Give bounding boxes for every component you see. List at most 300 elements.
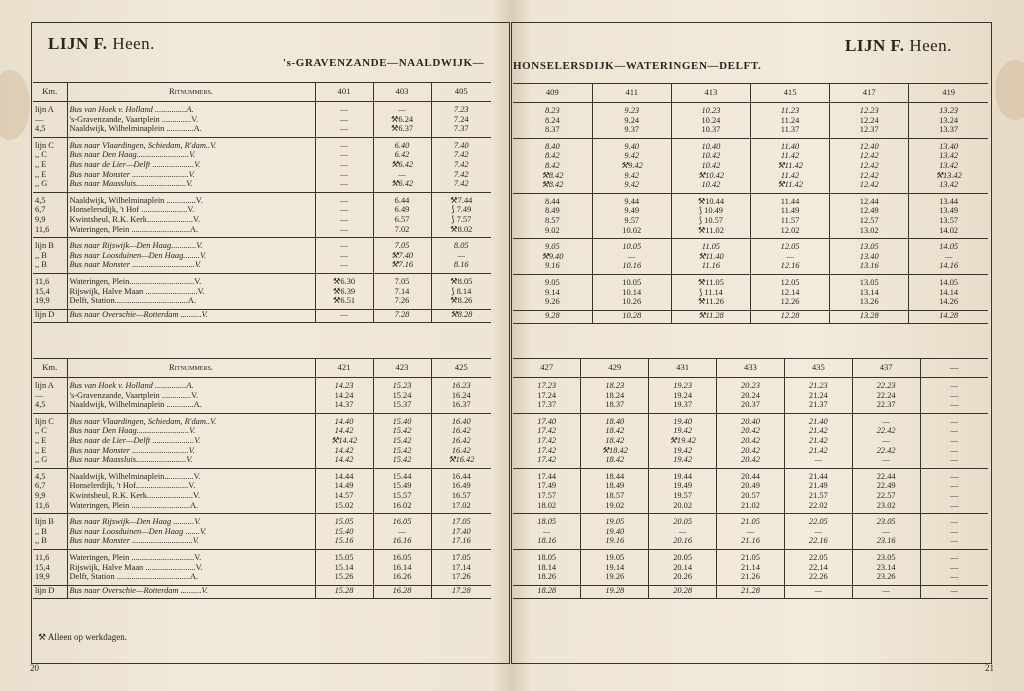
departure-time: 19.37 (649, 400, 717, 413)
table-row (513, 455, 988, 468)
departure-time: 16.16 (373, 536, 431, 549)
overschie-row (33, 309, 491, 322)
stop-name: Bus naar Overschie—Rotterdam ..........V. (67, 309, 315, 322)
departure-time: — (750, 252, 829, 262)
departure-time: ⚒11.42 (750, 180, 829, 193)
departure-time: 15.40 (373, 413, 431, 426)
departure-time: 11.42 (750, 151, 829, 161)
departure-time: 11.05 (671, 239, 750, 252)
departure-time: 20.28 (649, 585, 717, 598)
table-row (33, 536, 491, 549)
departure-time: ⟆ 8.14 (431, 287, 491, 297)
departure-time: — (920, 481, 988, 491)
departure-time: 10.23 (671, 103, 750, 116)
departure-time: 19.24 (649, 391, 717, 401)
departure-time: 22.44 (852, 468, 920, 481)
departure-time: 21.28 (717, 585, 785, 598)
departure-time: 15.14 (315, 563, 373, 573)
departure-time: 16.14 (373, 563, 431, 573)
stop-name: Bus naar Rijswijk—Den Haag............V. (67, 238, 315, 251)
departure-time: 8.57 (545, 215, 560, 225)
table-row (33, 124, 491, 137)
departure-time: 17.37 (513, 400, 581, 413)
departure-time: 8.44 (545, 196, 560, 206)
departure-time: 16.49 (431, 481, 491, 491)
departure-time: 11.16 (671, 261, 750, 274)
run-number: 401 (315, 83, 373, 102)
departure-time: 18.40 (581, 413, 649, 426)
departure-time: 18.26 (513, 572, 581, 585)
departure-time: 7.40 (431, 137, 491, 150)
km-header: Km. (33, 83, 67, 102)
header-row (513, 359, 988, 378)
departure-time: — (373, 527, 431, 537)
departure-time: ⚒11.40 (671, 252, 750, 262)
km-value: — (35, 390, 44, 400)
run-number: 417 (830, 84, 909, 103)
km-value: — (35, 114, 44, 124)
departure-time: 15.26 (315, 572, 373, 585)
departure-time: 20.16 (649, 536, 717, 549)
table-row (33, 102, 491, 115)
departure-time: 12.28 (750, 310, 829, 323)
departure-time: 9.05 (545, 277, 560, 287)
stop-name: Wateringen, Plein ............................A. (67, 225, 315, 238)
departure-time: — (315, 160, 373, 170)
stop-name: Naaldwijk, Wilhelminaplein ..............V. (67, 192, 315, 205)
km-header: Km. (33, 359, 67, 378)
table-row (33, 115, 491, 125)
departure-time: 18.23 (581, 378, 649, 391)
departure-time: ⚒11.05 (671, 274, 750, 287)
departure-time: 15.57 (373, 491, 431, 501)
run-number: 429 (581, 359, 649, 378)
departure-time: — (920, 585, 988, 598)
departure-time: 9.57 (592, 216, 671, 226)
departure-time: — (920, 527, 988, 537)
left-page-title: LIJN F. Heen. (48, 34, 155, 53)
stop-name: Rijswijk, Halve Maan .........................V. (67, 287, 315, 297)
departure-time: 18.57 (581, 491, 649, 501)
departure-time: 21.02 (717, 501, 785, 514)
departure-time: — (315, 205, 373, 215)
stop-name: Bus naar Monster ..............................V. (67, 260, 315, 273)
table-row (513, 193, 988, 206)
route-heading-right: HONSELERSDIJK—WATERINGEN—DELFT. (513, 60, 762, 72)
departure-time: 21.42 (784, 426, 852, 436)
km-value: 4,5 (35, 471, 46, 481)
table-row (513, 536, 988, 549)
departure-time: 10.24 (671, 116, 750, 126)
stop-name: Wateringen, Plein ............................A. (67, 501, 315, 514)
stop-name: Bus van Hoek v. Holland ...............A. (67, 378, 315, 391)
departure-time: 20.24 (717, 391, 785, 401)
table-row (33, 251, 491, 261)
departure-time: 19.49 (649, 481, 717, 491)
departure-time: — (784, 527, 852, 537)
departure-time: 10.05 (592, 239, 671, 252)
stop-name: Naaldwijk, Wilhelminaplein .............A. (67, 124, 315, 137)
km-value: 6,7 (35, 481, 46, 491)
departure-time: 11.42 (750, 171, 829, 181)
departure-time: 9.42 (592, 180, 671, 193)
departure-time: — (920, 572, 988, 585)
departure-time: 16.05 (373, 549, 431, 562)
departure-time: 22.05 (784, 514, 852, 527)
departure-time: 14.28 (909, 310, 988, 323)
departure-time: 13.23 (909, 103, 988, 116)
run-number: 415 (750, 84, 829, 103)
departure-time: 16.23 (431, 378, 491, 391)
departure-time: 10.40 (671, 138, 750, 151)
departure-time: 12.44 (830, 193, 909, 206)
right-page-title: LIJN F. Heen. (845, 36, 952, 55)
table-row (513, 261, 988, 274)
stop-name: Bus naar Maassluis........................V. (67, 179, 315, 192)
departure-time: — (920, 563, 988, 573)
departure-time: 9.44 (592, 193, 671, 206)
table-row (513, 481, 988, 491)
ritnummers-header: Ritnummers. (67, 83, 315, 102)
departure-time: 22.37 (852, 400, 920, 413)
run-number: 421 (315, 359, 373, 378)
km-value: ,, B (35, 526, 47, 536)
overschie-row (33, 585, 491, 598)
stop-name: Naaldwijk, Wilhelminaplein..............V. (67, 468, 315, 481)
table-row (513, 446, 988, 456)
departure-time: 7.26 (373, 296, 431, 309)
departure-time: 15.24 (373, 391, 431, 401)
departure-time: 15.49 (373, 481, 431, 491)
departure-time: 12.16 (750, 261, 829, 274)
table-row (33, 287, 491, 297)
km-value: ,, G (33, 179, 67, 192)
table-row (33, 413, 491, 426)
departure-time: 22.42 (852, 426, 920, 436)
departure-time: 16.57 (431, 491, 491, 501)
departure-time: 8.40 (545, 141, 560, 151)
departure-time: — (920, 413, 988, 426)
header-row (33, 359, 491, 378)
table-row (33, 260, 491, 273)
departure-time: 13.16 (830, 261, 909, 274)
stop-name: Honselerdijk, 't Hof.........................V. (67, 481, 315, 491)
departure-time: 19.40 (581, 527, 649, 537)
departure-time: 20.42 (717, 455, 785, 468)
table-row (513, 378, 988, 391)
departure-time: 6.40 (373, 137, 431, 150)
table-row (33, 137, 491, 150)
departure-time: 9.37 (592, 125, 671, 138)
departure-time: — (373, 102, 431, 115)
departure-time: 13.37 (909, 125, 988, 138)
departure-time: 13.14 (830, 288, 909, 298)
departure-time: 22.23 (852, 378, 920, 391)
departure-time: 13.26 (830, 297, 909, 310)
departure-time: 15.16 (315, 536, 373, 549)
timetable-left-top (33, 82, 491, 323)
stop-name: Bus naar de Lier—Delft ....................V. (67, 160, 315, 170)
paper-stain (995, 60, 1024, 120)
departure-time: 14.37 (315, 400, 373, 413)
departure-time: 13.42 (909, 161, 988, 171)
table-row (513, 239, 988, 252)
departure-time: 16.02 (373, 501, 431, 514)
departure-time: 10.28 (592, 310, 671, 323)
stop-name: Kwintsheul, R.K. Kerk......................V. (67, 215, 315, 225)
table-row (513, 103, 988, 116)
departure-time: 15.02 (315, 501, 373, 514)
stop-name: Naaldwijk, Wilhelminaplein .............A. (67, 400, 315, 413)
departure-time: — (852, 436, 920, 446)
departure-time: 18.44 (581, 468, 649, 481)
departure-time: 9.24 (592, 116, 671, 126)
departure-time: 12.42 (830, 180, 909, 193)
departure-time: 17.57 (537, 490, 557, 500)
departure-time: 19.16 (581, 536, 649, 549)
departure-time: 17.40 (431, 527, 491, 537)
stop-name: 's-Gravenzande, Vaartplein ..............V. (67, 115, 315, 125)
departure-time: — (315, 309, 373, 322)
departure-time: ⚒7.44 (431, 192, 491, 205)
departure-time: 20.40 (717, 413, 785, 426)
departure-time: 18.42 (581, 455, 649, 468)
departure-time: 18.37 (581, 400, 649, 413)
stop-name: Bus van Hoek v. Holland ...............A. (67, 102, 315, 115)
departure-time: — (852, 527, 920, 537)
km-value: ,, C (35, 150, 47, 160)
departure-time: — (920, 468, 988, 481)
departure-time: 14.42 (315, 446, 373, 456)
departure-time: 20.42 (717, 436, 785, 446)
departure-time: — (592, 252, 671, 262)
stop-name: Bus naar Loosduinen—Den Haag .......V. (67, 527, 315, 537)
departure-time: ⚒14.42 (315, 436, 373, 446)
departure-time: 22.02 (784, 501, 852, 514)
stop-name: Bus naar Vlaardingen, Schiedam, R'dam..V. (67, 137, 315, 150)
departure-time: 22.57 (852, 491, 920, 501)
km-value: 19,9 (33, 296, 67, 309)
departure-time: ⚒8.05 (431, 273, 491, 286)
km-value: lijn D (33, 309, 67, 322)
table-row (33, 527, 491, 537)
departure-time: 21.24 (784, 391, 852, 401)
departure-time: 22.26 (784, 572, 852, 585)
departure-time: — (315, 225, 373, 238)
run-number: 403 (373, 83, 431, 102)
departure-time: 17.49 (537, 481, 557, 491)
departure-time: 17.42 (537, 445, 557, 455)
table-row (513, 391, 988, 401)
departure-time: 14.42 (315, 455, 373, 468)
departure-time: 17.42 (537, 426, 557, 436)
departure-time: ⚒6.39 (315, 287, 373, 297)
departure-time: 9.16 (513, 261, 592, 274)
stop-name: Bus naar Overschie—Rotterdam ..........V. (67, 585, 315, 598)
departure-time: 16.05 (373, 514, 431, 527)
route-heading-left: 's-GRAVENZANDE—NAALDWIJK— (283, 57, 485, 69)
table-row (33, 491, 491, 501)
departure-time: 21.44 (784, 468, 852, 481)
departure-time: — (920, 400, 988, 413)
departure-time: 20.42 (717, 446, 785, 456)
stop-name: Bus naar Rijswijk—Den Haag ..........V. (67, 514, 315, 527)
departure-time: 8.05 (431, 238, 491, 251)
departure-time: 21.57 (784, 491, 852, 501)
departure-time: 15.42 (373, 426, 431, 436)
departure-time: 21.49 (784, 481, 852, 491)
departure-time: 18.49 (581, 481, 649, 491)
departure-time: 8.23 (545, 106, 560, 115)
departure-time: 6.42 (373, 150, 431, 160)
stop-name: Rijswijk, Halve Maan ........................V. (67, 563, 315, 573)
run-number: 435 (784, 359, 852, 378)
table-row (33, 426, 491, 436)
departure-time: — (315, 238, 373, 251)
km-value: 9,9 (35, 490, 46, 500)
ritnummers-header: Ritnummers. (67, 359, 315, 378)
table-row (33, 481, 491, 491)
departure-time: 9.49 (592, 206, 671, 216)
run-number: — (920, 359, 988, 378)
stop-name: Kwintsheul, R.K. Kerk......................V. (67, 491, 315, 501)
table-row (513, 514, 988, 527)
departure-time: 13.05 (830, 239, 909, 252)
departure-time: 12.42 (830, 161, 909, 171)
departure-time: 15.05 (315, 514, 373, 527)
departure-time: 17.24 (537, 390, 557, 400)
departure-time: 7.23 (431, 102, 491, 115)
table-row (33, 391, 491, 401)
km-value: 15,4 (35, 562, 50, 572)
table-row (513, 151, 988, 161)
table-row (33, 225, 491, 238)
departure-time: 21.42 (784, 436, 852, 446)
table-row (513, 436, 988, 446)
table-row (513, 413, 988, 426)
overschie-row (513, 585, 988, 598)
stop-name: Bus naar Maassluis........................V. (67, 455, 315, 468)
stop-name: Bus naar de Lier—Delft ....................V. (67, 436, 315, 446)
departure-time: 15.28 (315, 585, 373, 598)
table-row (33, 400, 491, 413)
departure-time: ⚒7.40 (373, 251, 431, 261)
table-row (513, 180, 988, 193)
departure-time: — (315, 137, 373, 150)
departure-time: 14.05 (909, 274, 988, 287)
departure-time: 19.42 (649, 426, 717, 436)
stop-name: Wateringen, Plein...............................V. (67, 273, 315, 286)
departure-time: 19.28 (581, 585, 649, 598)
departure-time: 12.24 (830, 116, 909, 126)
departure-time: — (784, 455, 852, 468)
departure-time: — (909, 252, 988, 262)
departure-time: 7.14 (373, 287, 431, 297)
table-row (33, 549, 491, 562)
departure-time: 14.16 (909, 261, 988, 274)
table-row (513, 297, 988, 310)
departure-time: 14.24 (315, 391, 373, 401)
departure-time: 17.28 (431, 585, 491, 598)
departure-time: 16.40 (431, 413, 491, 426)
departure-time: 21.05 (717, 549, 785, 562)
run-number: 425 (431, 359, 491, 378)
departure-time: — (920, 536, 988, 549)
table-row (513, 252, 988, 262)
departure-time: 13.42 (909, 151, 988, 161)
km-value: lijn B (35, 241, 54, 251)
departure-time: 21.16 (717, 536, 785, 549)
departure-time: 11.24 (750, 116, 829, 126)
table-row (33, 238, 491, 251)
departure-time: 9.05 (545, 242, 560, 252)
departure-time: 17.05 (431, 549, 491, 562)
departure-time: 23.14 (852, 563, 920, 573)
departure-time: 13.05 (830, 274, 909, 287)
departure-time: 9.02 (513, 226, 592, 239)
departure-time: — (920, 446, 988, 456)
departure-time: 17.42 (537, 435, 557, 445)
km-value: 4,5 (35, 195, 46, 205)
departure-time: ⚒6.37 (373, 124, 431, 137)
overschie-row (513, 310, 988, 323)
km-value: 4,5 (33, 124, 67, 137)
departure-time: 12.49 (830, 206, 909, 216)
departure-time: 6.49 (373, 205, 431, 215)
stop-name: Wateringen, Plein ..............................V. (67, 549, 315, 562)
departure-time: 7.02 (373, 225, 431, 238)
departure-time: 17.02 (431, 501, 491, 514)
departure-time: 16.42 (431, 446, 491, 456)
departure-time: 19.23 (649, 378, 717, 391)
departure-time: — (315, 124, 373, 137)
departure-time: — (920, 501, 988, 514)
departure-time: 10.14 (592, 288, 671, 298)
departure-time: 12.05 (750, 239, 829, 252)
departure-time: 11.23 (750, 103, 829, 116)
departure-time: — (315, 150, 373, 160)
departure-time: 14.26 (909, 297, 988, 310)
departure-time: ⚒10.44 (671, 193, 750, 206)
departure-time: — (373, 170, 431, 180)
departure-time: ⚒19.42 (649, 436, 717, 446)
departure-time: 19.42 (649, 446, 717, 456)
departure-time: ⟆ 7.49 (431, 205, 491, 215)
header-row (513, 84, 988, 103)
departure-time: 8.24 (545, 115, 560, 125)
departure-time: 10.42 (671, 180, 750, 193)
departure-time: 16.28 (373, 585, 431, 598)
departure-time: 19.44 (649, 468, 717, 481)
table-row (513, 116, 988, 126)
departure-time: 22.24 (852, 391, 920, 401)
table-row (33, 170, 491, 180)
departure-time: 17.40 (537, 416, 557, 426)
departure-time: — (649, 527, 717, 537)
departure-time: 19.05 (581, 549, 649, 562)
departure-time: 7.28 (373, 309, 431, 322)
departure-time: 17.16 (431, 536, 491, 549)
departure-time: 15.44 (373, 468, 431, 481)
departure-time: 17.23 (537, 381, 557, 390)
departure-time: 23.26 (852, 572, 920, 585)
departure-time: 23.16 (852, 536, 920, 549)
departure-time: 14.57 (315, 491, 373, 501)
departure-time: 18.14 (537, 562, 557, 572)
table-row (513, 125, 988, 138)
departure-time: — (315, 260, 373, 273)
km-value: 11,6 (33, 225, 67, 238)
